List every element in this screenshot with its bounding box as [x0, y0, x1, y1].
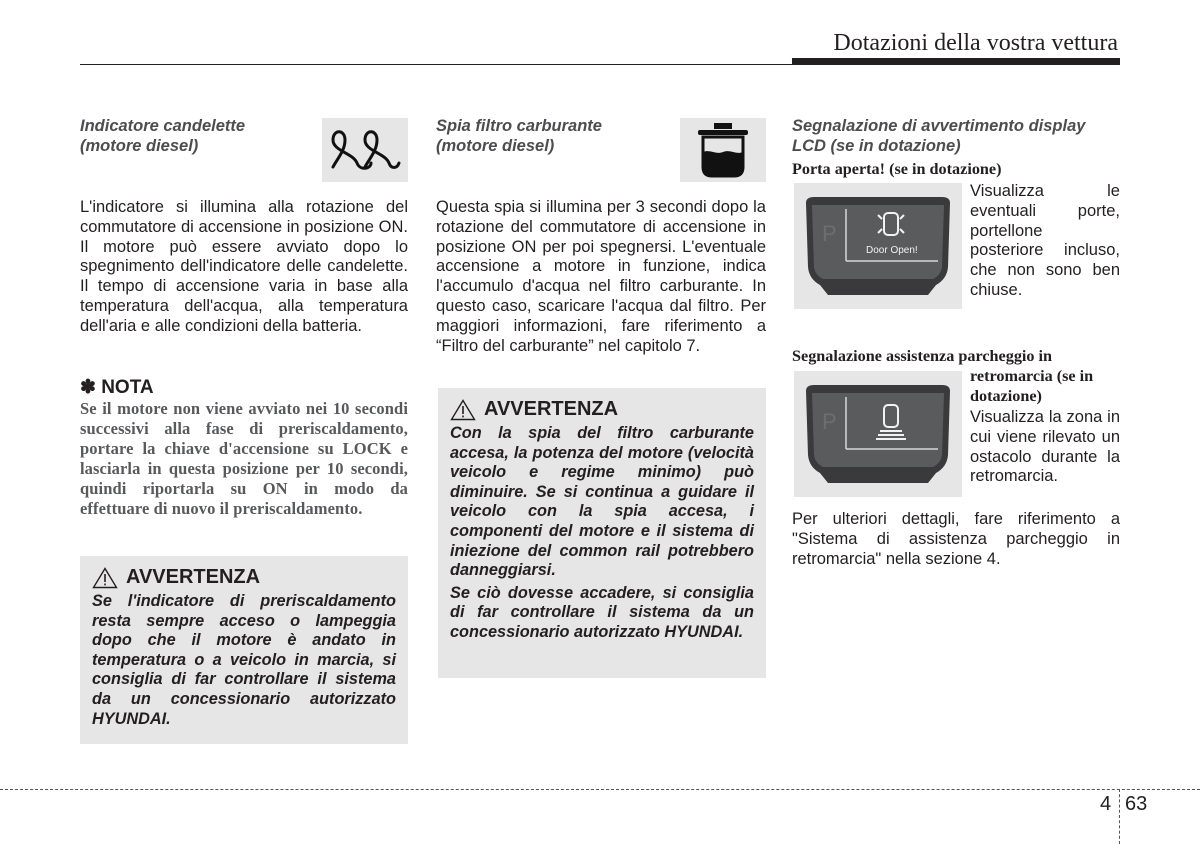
- section-title-line: Segnalazione di avvertimento display: [792, 117, 1086, 135]
- section-title-line: Indicatore candelette: [80, 117, 246, 135]
- nota-block: [80, 376, 408, 519]
- parking-assist-lcd-icon: [798, 379, 958, 489]
- warning-title: AVVERTENZA: [126, 566, 261, 588]
- section-title-line: (motore diesel): [436, 137, 555, 155]
- warning-paragraph: Con la spia del filtro carburante accesa, la potenza del motore (velocità veicolo e regime minimo) può diminuire. Se si continua a guidare il veicolo con la spia accesa, i componenti del motore e il sistema di iniezione del common rail potrebbero danneggiarsi.: [450, 424, 754, 580]
- chapter-number: 4: [1100, 793, 1112, 815]
- fuel-filter-icon-box: [680, 118, 766, 182]
- door-open-lcd-text: Door Open!: [866, 245, 918, 256]
- nota-title: NOTA: [101, 377, 154, 398]
- warning-triangle-icon: [92, 567, 118, 589]
- header-rule-bold: [792, 58, 1120, 65]
- section-title: [792, 116, 1120, 156]
- warning-paragraph: Se l'indicatore di preriscaldamento resta sempre acceso o lampeggia dopo che il motore è andato in temperatura o a veicolo in marcia, si consiglia di far controllare il sistema da un concessionario autorizzato HYUNDAI.: [92, 592, 396, 728]
- section-title-line: Spia filtro carburante: [436, 117, 602, 135]
- glow-plug-icon-box: [322, 118, 408, 182]
- section-title: [80, 116, 310, 156]
- parking-assist-heading-line1: Segnalazione assistenza parcheggio in: [792, 347, 1053, 365]
- door-open-lcd-icon: [798, 191, 958, 301]
- warning-text: [450, 424, 754, 643]
- glow-plug-icon: [327, 123, 403, 177]
- warning-box-glow-plug: [80, 556, 408, 744]
- page-number: 63: [1125, 793, 1148, 815]
- fuel-filter-icon: [690, 121, 756, 179]
- warning-title: AVVERTENZA: [484, 398, 619, 420]
- parking-assist-display-image: [794, 371, 962, 497]
- warning-paragraph: Se ciò dovesse accadere, si consiglia di far controllare il sistema da un concessionario autorizzato HYUNDAI.: [450, 583, 754, 641]
- door-open-display-image: [794, 183, 962, 309]
- parking-heading-line: dotazione): [970, 387, 1042, 405]
- gear-p-indicator: P: [822, 409, 837, 434]
- section-title: [436, 116, 666, 156]
- section-title-line: LCD (se in dotazione): [792, 137, 961, 155]
- warning-box-fuel-filter: [438, 388, 766, 678]
- door-open-description: Visualizza le eventuali porte, portellone posteriore incluso, che non sono ben chiuse.: [970, 182, 1120, 299]
- nota-text: Se il motore non viene avviato nei 10 secondi successivi alla fase di preriscaldamento, portare la chiave d'accensione su LOCK e lasciarla in questa posizione per 10 secondi, quindi riportarla su ON in modo da effettuare di nuovo il preriscaldamento.: [80, 399, 408, 518]
- section-title-line: (motore diesel): [80, 137, 199, 155]
- column-lcd-warnings: [792, 116, 1120, 179]
- parking-heading-line: retromarcia (se in: [970, 367, 1094, 385]
- parking-assist-reference: Per ulteriori dettagli, fare riferimento a "Sistema di assistenza parcheggio in retromarcia" nella sezione 4.: [792, 510, 1120, 568]
- glow-plug-description: L'indicatore si illumina alla rotazione del commutatore di accensione in posizione ON. Il motore può essere avviato dopo lo spegnimento dell'indicatore delle candelette. Il tempo di accensione varia in base alla temperatura dell'acqua, alla temperatura dell'aria e alle condizioni della batteria.: [80, 198, 408, 335]
- nota-heading: [80, 376, 408, 399]
- page-header-title: Dotazioni della vostra vettura: [833, 30, 1118, 56]
- footer-dashed-line: [0, 789, 1200, 790]
- warning-heading: [92, 566, 396, 589]
- warning-triangle-icon: [450, 399, 476, 421]
- gear-p-indicator: P: [822, 221, 837, 246]
- parking-assist-heading-line2: [970, 366, 1120, 406]
- footer-vertical-divider: [1119, 789, 1120, 844]
- warning-heading: [450, 398, 754, 421]
- door-open-heading: Porta aperta! (se in dotazione): [792, 160, 1002, 178]
- asterisk-icon: ✽: [80, 377, 96, 398]
- parking-assist-description: Visualizza la zona in cui viene rilevato un ostacolo durante la retromarcia.: [970, 408, 1120, 486]
- warning-text: [92, 592, 396, 729]
- fuel-filter-description: Questa spia si illumina per 3 secondi dopo la rotazione del commutatore di accensione in posizione ON per poi spegnersi. L'eventuale accensione a motore in funzione, indica l'accumulo d'acqua nel filtro carburante. In questo caso, scaricare l'acqua dal filtro. Per maggiori informazioni, fare riferimento a “Filtro del carburante” nel capitolo 7.: [436, 198, 766, 355]
